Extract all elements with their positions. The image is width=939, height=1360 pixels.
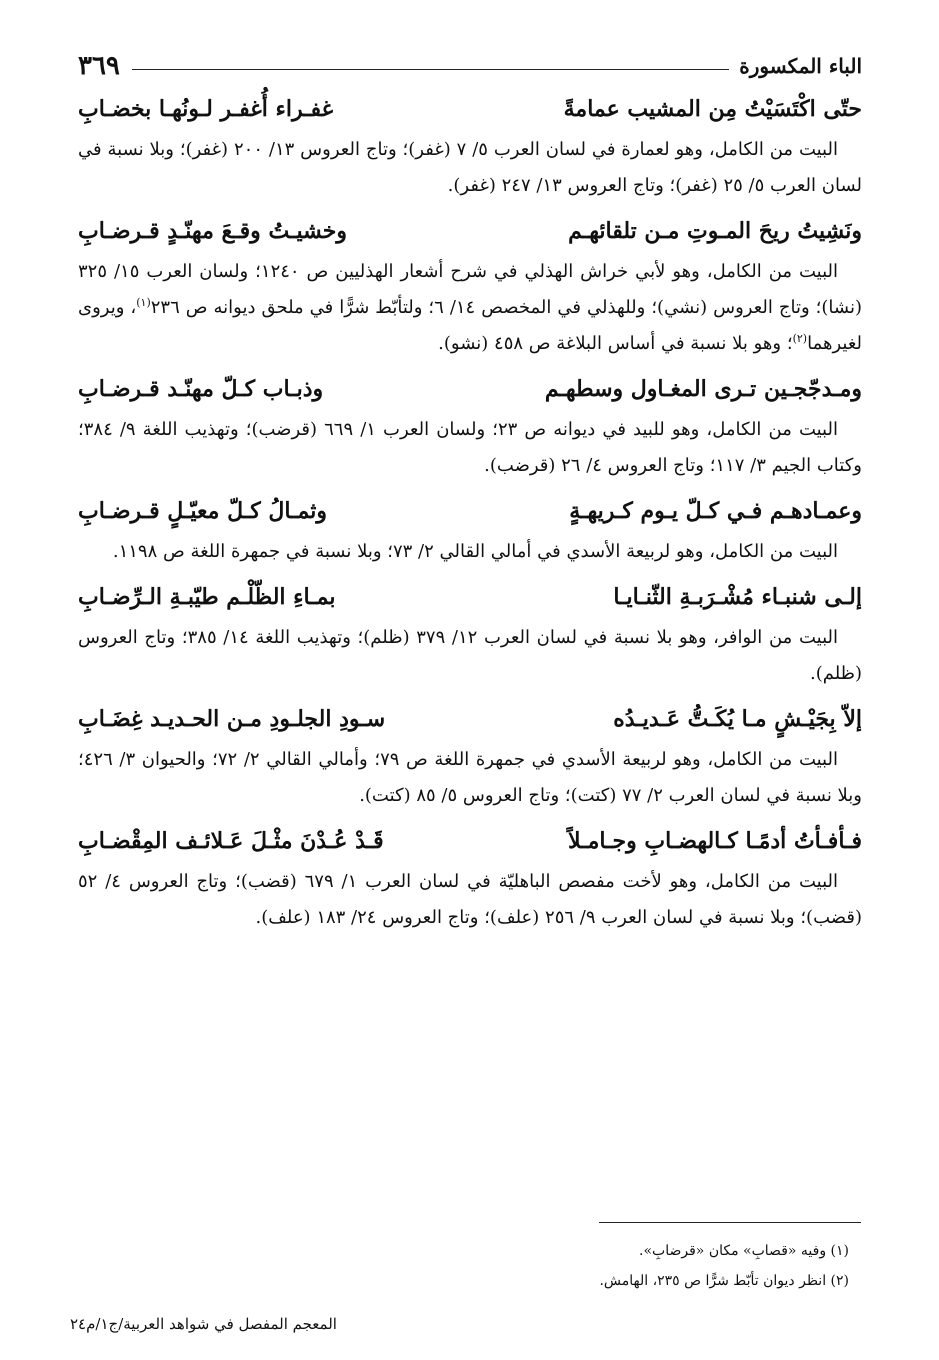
verse-second-hemistich: سـودِ الجلـودِ مـن الحـديـد غِضَـابِ <box>78 706 386 732</box>
verse-entry-4 <box>78 490 862 570</box>
page-number: ٣٦٩ <box>78 51 120 81</box>
footnote-ref-2: (٢) <box>792 332 808 345</box>
verse-commentary: البيت من الكامل، وهو لأخت مفصص الباهليّة في لسان العرب ١/ ٦٧٩ (قضب)؛ وتاج العروس ٤/ ٥٢ (قضب)؛ وبلا نسبة في لسان العرب ٩/ ٢٥٦ (علف)؛ وتاج العروس ٢٤/ ١٨٣ (علف). <box>78 871 862 928</box>
verse-first-hemistich: وعمـادهـم فـي كـلّ يـوم كـريهـةٍ <box>569 498 862 524</box>
verse-first-hemistich: حتّى اكْتَسَيْتُ مِن المشيب عمامةً <box>563 96 862 122</box>
footnote-1: (١) وفيه «قصابِ» مكان «قرضابِ». <box>639 1243 849 1259</box>
page-footer: المعجم المفصل في شواهد العربية/ج١/م٢٤ <box>70 1315 337 1333</box>
footnote-ref-1: (١) <box>136 296 151 309</box>
verse-line <box>78 88 862 132</box>
verse-second-hemistich: وذبـاب كـلّ مهنّـد قـرضـابِ <box>78 376 324 402</box>
verse-line <box>78 820 862 864</box>
verse-line <box>78 210 862 254</box>
verse-line <box>78 576 862 620</box>
verse-first-hemistich: إلاّ بِجَيْـشٍ مـا يُكَـتُّ عَـديـدُه <box>613 706 862 732</box>
verse-second-hemistich: غفـراء أُغفـر لـونُهـا بخضـابِ <box>78 96 334 122</box>
footnotes <box>349 1236 849 1296</box>
verse-second-hemistich: وخشيـتُ وقـعَ مهنّـدٍ قـرضـابِ <box>78 218 348 244</box>
commentary-text: ؛ وهو بلا نسبة في أساس البلاغة ص ٤٥٨ (نشو). <box>438 333 793 354</box>
verse-first-hemistich: ومـدجّجـين تـرى المغـاول وسطهـم <box>544 376 862 402</box>
verse-first-hemistich: إلـى شنبـاء مُشْـرَبـةِ الثّنـايـا <box>613 584 862 610</box>
verse-entry-3 <box>78 368 862 484</box>
verse-entry-7 <box>78 820 862 936</box>
verse-entry-6 <box>78 698 862 814</box>
verse-commentary: البيت من الكامل، وهو لربيعة الأسدي في أمالي القالي ٢/ ٧٣؛ وبلا نسبة في جمهرة اللغة ص ١١٩٨. <box>112 541 838 562</box>
verse-second-hemistich: قَـدْ عُـدْنَ مثْـلَ عَـلائـف المِقْضـابِ <box>78 828 384 854</box>
commentary-text: البيت من الكامل، وهو لأبي خراش الهذلي في شرح أشعار الهذليين ص ١٢٤٠؛ ولسان العرب ١٥/ ٣٢٥ (نشا)؛ وتاج العروس (نشي)؛ وللهذلي في المخصص ١٤/ ٦؛ ولتأبّط شرًّا في ملحق ديوانه ص ٢٣٦ <box>78 261 862 318</box>
verse-entry-5 <box>78 576 862 692</box>
verse-commentary: البيت من الوافر، وهو بلا نسبة في لسان العرب ١٢/ ٣٧٩ (ظلم)؛ وتهذيب اللغة ١٤/ ٣٨٥؛ وتاج العروس (ظلم). <box>78 627 862 684</box>
verse-commentary <box>78 254 862 362</box>
verse-first-hemistich: ونَشِيتُ ريحَ المـوتِ مـن تلقائهـم <box>568 218 862 244</box>
verse-entry-1 <box>78 88 862 204</box>
chapter-title: الباء المكسورة <box>739 54 862 78</box>
verse-line <box>78 698 862 742</box>
page-body <box>78 48 862 942</box>
verse-commentary: البيت من الكامل، وهو لعمارة في لسان العرب ٥/ ٧ (غفر)؛ وتاج العروس ١٣/ ٢٠٠ (غفر)؛ وبلا نسبة في لسان العرب ٥/ ٢٥ (غفر)؛ وتاج العروس ١٣/ ٢٤٧ (غفر). <box>78 139 862 196</box>
verse-commentary: البيت من الكامل، وهو للبيد في ديوانه ص ٢٣؛ ولسان العرب ١/ ٦٦٩ (قرضب)؛ وتهذيب اللغة ٩/ ٣٨٤؛ وكتاب الجيم ٣/ ١١٧؛ وتاج العروس ٤/ ٢٦ (قرضب). <box>78 419 862 476</box>
verse-second-hemistich: وثمـالُ كـلّ معيّـلٍ قـرضـابِ <box>78 498 327 524</box>
commentary-text: ، ويروى لغيرهما <box>78 297 862 354</box>
verse-second-hemistich: بمـاءِ الظّلْـم طيّبـةِ الـرِّضـابِ <box>78 584 336 610</box>
verse-first-hemistich: فـأفـأتُ أدمًـا كـالهضـابِ وجـامـلاً <box>568 828 862 854</box>
running-header <box>78 48 862 84</box>
verse-line <box>78 490 862 534</box>
verse-entry-2 <box>78 210 862 362</box>
verse-line <box>78 368 862 412</box>
footnote-separator <box>599 1222 861 1223</box>
verse-commentary: البيت من الكامل، وهو لربيعة الأسدي في جمهرة اللغة ص ٧٩؛ وأمالي القالي ٢/ ٧٢؛ والحيوان ٣/ ٤٢٦؛ وبلا نسبة في لسان العرب ٢/ ٧٧ (كتت)؛ وتاج العروس ٥/ ٨٥ (كتت). <box>78 749 862 806</box>
header-rule <box>132 69 729 70</box>
footnote-2: (٢) انظر ديوان تأبّط شرًّا ص ٢٣٥، الهامش. <box>599 1273 849 1289</box>
